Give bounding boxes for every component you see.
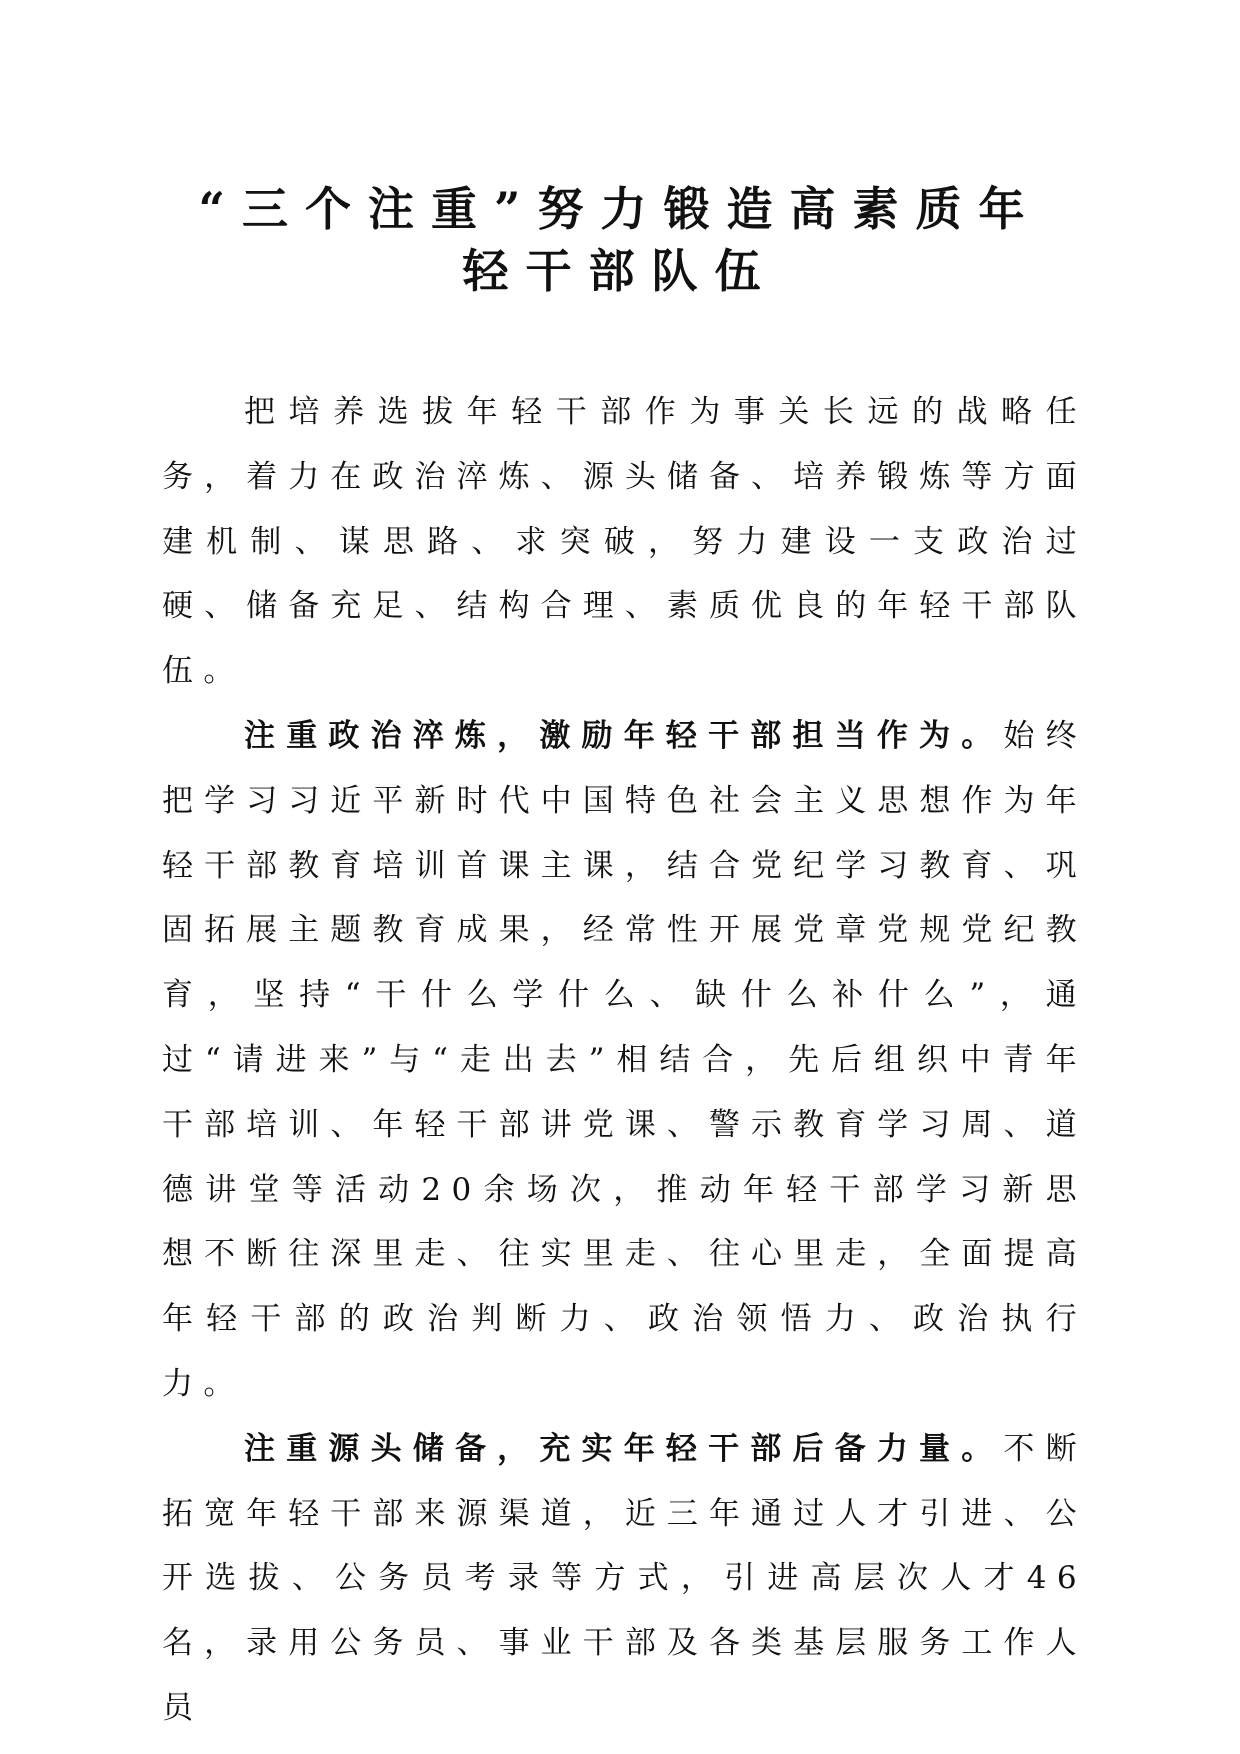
- document-title: [150, 178, 1090, 302]
- paragraph-text: 始终把学习习近平新时代中国特色社会主义思想作为年轻干部教育培训首课主课，结合党纪学习教育、巩固拓展主题教育成果，经常性开展党章党规党纪教育，坚持“干什么学什么、缺什么补什么”，通过“请进来”与“走出去”相结合，先后组织中青年干部培训、年轻干部讲党课、警示教育学习周、道德讲堂等活动20余场次，推动年轻干部学习新思想不断往深里走、往实里走、往心里走，全面提高年轻干部的政治判断力、政治领悟力、政治执行力。: [162, 717, 1087, 1402]
- paragraph-intro: [162, 380, 1087, 704]
- paragraph-political-training: [162, 704, 1087, 1417]
- title-line-1: “三个注重”努力锻造高素质年: [198, 182, 1042, 236]
- paragraph-heading: 注重政治淬炼，激励年轻干部担当作为。: [244, 717, 1004, 754]
- paragraph-heading: 注重源头储备，充实年轻干部后备力量。: [244, 1430, 1004, 1467]
- paragraph-text: 把培养选拔年轻干部作为事关长远的战略任务，着力在政治淬炼、源头储备、培养锻炼等方面建机制、谋思路、求突破，努力建设一支政治过硬、储备充足、结构合理、素质优良的年轻干部队伍。: [162, 394, 1087, 690]
- document-body: [162, 380, 1087, 1741]
- paragraph-source-reserve: [162, 1417, 1087, 1741]
- paragraph-text: 不断拓宽年轻干部来源渠道，近三年通过人才引进、公开选拔、公务员考录等方式，引进高层次人才46名，录用公务员、事业干部及各类基层服务工作人员: [162, 1430, 1087, 1726]
- title-line-2: 轻干部队伍: [462, 244, 778, 298]
